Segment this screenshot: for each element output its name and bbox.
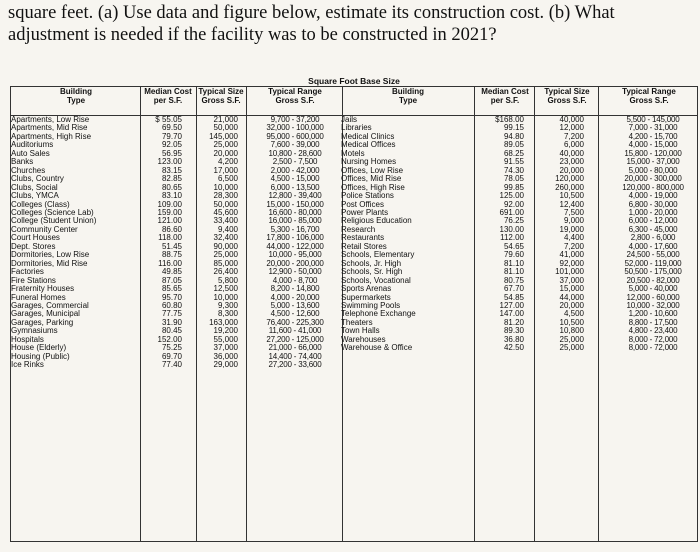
building-type-cell: Motels bbox=[341, 149, 365, 158]
median-cost-cell: 54.65 bbox=[503, 242, 524, 251]
typical-range-cell: 1,000 - 20,000 bbox=[628, 208, 678, 217]
typical-range-cell: 52,000 - 119,000 bbox=[624, 259, 682, 268]
typical-range-cell: 5,500 - 145,000 bbox=[626, 116, 680, 124]
building-type-cell: Schools, Jr. High bbox=[341, 259, 402, 268]
building-type-cell: Dormitories, Mid Rise bbox=[11, 259, 88, 268]
typical-range-cell: 15,000 - 150,000 bbox=[266, 200, 324, 209]
typical-range-cell: 4,000 - 19,000 bbox=[628, 192, 678, 201]
typical-size-cell: 25,000 bbox=[213, 251, 238, 260]
typical-range-cell: 8,800 - 17,500 bbox=[628, 318, 678, 327]
table-row bbox=[10, 285, 698, 293]
typical-range-cell: 10,800 - 28,600 bbox=[268, 149, 322, 158]
typical-size-cell: 10,500 bbox=[559, 318, 584, 327]
typical-range-cell: 16,000 - 85,000 bbox=[268, 217, 322, 226]
building-type-cell: Clubs, Country bbox=[11, 175, 64, 184]
median-cost-cell: 67.70 bbox=[503, 285, 524, 294]
typical-range-cell: 5,000 - 40,000 bbox=[628, 285, 678, 294]
typical-range-cell: 16,600 - 80,000 bbox=[268, 208, 322, 217]
header-label: Typical Size Gross S.F. bbox=[198, 87, 244, 105]
typical-range-cell: 7,000 - 31,000 bbox=[628, 124, 678, 133]
typical-range-cell: 15,000 - 37,000 bbox=[626, 158, 680, 167]
table-row bbox=[10, 167, 698, 175]
typical-range-cell: 6,800 - 30,000 bbox=[628, 200, 678, 209]
median-cost-cell: 99.15 bbox=[503, 124, 524, 133]
median-cost-cell: 54.85 bbox=[503, 293, 524, 302]
table-row bbox=[10, 336, 698, 344]
typical-size-cell: 9,400 bbox=[217, 225, 238, 234]
median-cost-cell: 130.00 bbox=[499, 225, 524, 234]
table-row bbox=[10, 319, 698, 327]
median-cost-cell: 36.80 bbox=[503, 335, 524, 344]
table-row bbox=[10, 344, 698, 352]
median-cost-cell: 77.40 bbox=[161, 361, 182, 370]
median-cost-cell: 31.90 bbox=[161, 318, 182, 327]
typical-range-cell: 95,000 - 600,000 bbox=[266, 132, 324, 141]
median-cost-cell: 83.10 bbox=[161, 192, 182, 201]
median-cost-cell: 116.00 bbox=[158, 259, 182, 268]
building-type-cell: Auditoriums bbox=[11, 141, 54, 150]
header-typical-range-right bbox=[600, 88, 698, 105]
typical-size-cell: 25,000 bbox=[559, 335, 584, 344]
typical-size-cell: 44,000 bbox=[559, 293, 584, 302]
typical-range-cell: 10,000 - 95,000 bbox=[268, 251, 322, 260]
typical-range-cell: 50,500 - 175,000 bbox=[624, 268, 682, 277]
building-type-cell: House (Elderly) bbox=[11, 344, 67, 353]
typical-size-cell: 32,400 bbox=[213, 234, 238, 243]
typical-size-cell: 6,000 bbox=[563, 141, 584, 150]
typical-range-cell: 10,000 - 32,000 bbox=[626, 301, 680, 310]
header-label: Median Cost per S.F. bbox=[481, 87, 529, 105]
header-median-cost-left bbox=[140, 88, 196, 105]
typical-range-cell: 6,000 - 13,500 bbox=[270, 183, 320, 192]
median-cost-cell: 109.00 bbox=[157, 200, 182, 209]
square-foot-base-size-table bbox=[10, 76, 698, 542]
table-row bbox=[10, 124, 698, 132]
building-type-cell: Funeral Homes bbox=[11, 293, 66, 302]
median-cost-cell: 79.60 bbox=[503, 251, 524, 260]
typical-range-cell: 20,000 - 300,000 bbox=[624, 175, 682, 184]
median-cost-cell: 77.75 bbox=[161, 310, 182, 319]
building-type-cell: Warehouses bbox=[341, 335, 386, 344]
median-cost-cell: 87.05 bbox=[161, 276, 182, 285]
typical-size-cell: 21,000 bbox=[213, 116, 238, 124]
typical-size-cell: 25,000 bbox=[213, 141, 238, 150]
building-type-cell: Warehouse & Office bbox=[341, 344, 413, 353]
building-type-cell: Hospitals bbox=[11, 335, 44, 344]
building-type-cell: Theaters bbox=[341, 318, 373, 327]
median-cost-cell: 91.55 bbox=[503, 158, 524, 167]
median-cost-cell: 69.50 bbox=[161, 124, 182, 133]
header-building-type-left bbox=[12, 88, 140, 105]
typical-range-cell: 2,800 - 6,000 bbox=[630, 234, 676, 243]
building-type-cell: Apartments, High Rise bbox=[11, 132, 92, 141]
building-type-cell: Garages, Parking bbox=[11, 318, 74, 327]
typical-size-cell: 6,500 bbox=[217, 175, 238, 184]
median-cost-cell: 112.00 bbox=[500, 234, 524, 243]
building-type-cell: Gymnasiums bbox=[11, 327, 58, 336]
typical-size-cell: 29,000 bbox=[213, 361, 238, 370]
typical-range-cell: 24,500 - 55,000 bbox=[626, 251, 680, 260]
typical-size-cell: 7,200 bbox=[563, 242, 584, 251]
typical-size-cell: 19,000 bbox=[559, 225, 584, 234]
typical-range-cell: 5,000 - 13,600 bbox=[270, 301, 320, 310]
building-type-cell: Apartments, Mid Rise bbox=[11, 124, 88, 133]
building-type-cell: Offices, High Rise bbox=[341, 183, 405, 192]
typical-size-cell: 163,000 bbox=[209, 318, 238, 327]
median-cost-cell: 92.05 bbox=[161, 141, 182, 150]
table-row bbox=[10, 133, 698, 141]
table-body bbox=[10, 116, 698, 370]
header-building-type-right bbox=[342, 88, 474, 105]
building-type-cell: Town Halls bbox=[341, 327, 380, 336]
typical-range-cell: 6,300 - 45,000 bbox=[628, 225, 678, 234]
building-type-cell: Housing (Public) bbox=[11, 352, 70, 361]
building-type-cell: Clubs, YMCA bbox=[11, 192, 59, 201]
typical-size-cell: 20,000 bbox=[559, 166, 584, 175]
building-type-cell: Schools, Sr. High bbox=[341, 268, 403, 277]
median-cost-cell: 76.25 bbox=[503, 217, 524, 226]
typical-range-cell: 8,000 - 72,000 bbox=[628, 335, 678, 344]
median-cost-cell: 75.25 bbox=[161, 344, 182, 353]
header-label: Typical Range Gross S.F. bbox=[622, 87, 676, 105]
typical-range-cell: 4,000 - 15,000 bbox=[628, 141, 678, 150]
typical-size-cell: 10,800 bbox=[559, 327, 584, 336]
building-type-cell: Restaurants bbox=[341, 234, 385, 243]
median-cost-cell: 94.80 bbox=[503, 132, 524, 141]
typical-range-cell: 12,000 - 60,000 bbox=[626, 293, 680, 302]
typical-range-cell: 11,600 - 41,000 bbox=[268, 327, 322, 336]
median-cost-cell: 86.60 bbox=[161, 225, 182, 234]
median-cost-cell: 80.45 bbox=[161, 327, 182, 336]
typical-range-cell: 8,200 - 14,800 bbox=[270, 285, 320, 294]
median-cost-cell: 49.85 bbox=[161, 268, 182, 277]
typical-size-cell: 92,000 bbox=[559, 259, 584, 268]
table-title: Square Foot Base Size bbox=[308, 76, 400, 86]
typical-range-cell: 76,400 - 225,300 bbox=[266, 318, 324, 327]
table-row bbox=[10, 302, 698, 310]
table-row bbox=[10, 192, 698, 200]
median-cost-cell: 121.00 bbox=[157, 217, 182, 226]
building-type-cell: Auto Sales bbox=[11, 149, 50, 158]
building-type-cell: Offices, Mid Rise bbox=[341, 175, 402, 184]
table-row bbox=[10, 243, 698, 251]
typical-range-cell: 20,500 - 82,000 bbox=[626, 276, 680, 285]
typical-range-cell: 7,600 - 39,000 bbox=[270, 141, 320, 150]
typical-range-cell: 5,300 - 16,700 bbox=[270, 225, 320, 234]
question-text: square feet. (a) Use data and figure below, estimate its construction cost. (b) What adjustment is needed if the facility was to be constructed in 2021? bbox=[8, 3, 615, 45]
building-type-cell: Jails bbox=[341, 116, 358, 124]
building-type-cell: Clubs, Social bbox=[11, 183, 58, 192]
median-cost-cell: 89.05 bbox=[503, 141, 524, 150]
median-cost-cell: 82.85 bbox=[161, 175, 182, 184]
median-cost-cell: 68.25 bbox=[503, 149, 524, 158]
median-cost-cell: 74.30 bbox=[503, 166, 524, 175]
building-type-cell: Garages, Commercial bbox=[11, 301, 89, 310]
header-typical-size-right bbox=[536, 88, 598, 105]
table-row bbox=[10, 184, 698, 192]
typical-range-cell: 12,800 - 39,400 bbox=[268, 192, 322, 201]
building-type-cell: Dormitories, Low Rise bbox=[11, 251, 90, 260]
typical-size-cell: 20,000 bbox=[213, 149, 238, 158]
header-label: Typical Size Gross S.F. bbox=[544, 87, 590, 105]
typical-size-cell: 33,400 bbox=[213, 217, 238, 226]
typical-size-cell: 4,400 bbox=[563, 234, 584, 243]
table-row bbox=[10, 226, 698, 234]
building-type-cell: College (Student Union) bbox=[11, 217, 97, 226]
median-cost-cell: 691.00 bbox=[499, 208, 524, 217]
building-type-cell: Retail Stores bbox=[341, 242, 387, 251]
median-cost-cell: 79.70 bbox=[161, 132, 182, 141]
typical-size-cell: 36,000 bbox=[213, 352, 238, 361]
table-row bbox=[10, 251, 698, 259]
building-type-cell: Police Stations bbox=[341, 192, 394, 201]
table-row bbox=[10, 201, 698, 209]
median-cost-cell: 42.50 bbox=[503, 344, 524, 353]
table-row bbox=[10, 116, 698, 124]
building-type-cell: Schools, Elementary bbox=[341, 251, 415, 260]
building-type-cell: Dept. Stores bbox=[11, 242, 56, 251]
typical-size-cell: 85,000 bbox=[213, 259, 238, 268]
header-median-cost-right bbox=[476, 88, 534, 105]
typical-range-cell: 8,000 - 72,000 bbox=[628, 344, 678, 353]
median-cost-cell: $168.00 bbox=[495, 116, 524, 124]
building-type-cell: Post Offices bbox=[341, 200, 384, 209]
typical-range-cell: 120,000 - 800,000 bbox=[622, 183, 684, 192]
building-type-cell: Telephone Exchange bbox=[341, 310, 416, 319]
building-type-cell: Sports Arenas bbox=[341, 285, 392, 294]
median-cost-cell: 159.00 bbox=[157, 208, 182, 217]
building-type-cell: Libraries bbox=[341, 124, 372, 133]
typical-size-cell: 23,000 bbox=[559, 158, 584, 167]
building-type-cell: Colleges (Class) bbox=[11, 200, 70, 209]
table-row bbox=[10, 277, 698, 285]
typical-size-cell: 120,000 bbox=[555, 175, 584, 184]
typical-size-cell: 10,000 bbox=[213, 183, 238, 192]
typical-size-cell: 12,400 bbox=[559, 200, 584, 209]
typical-size-cell: 37,000 bbox=[213, 344, 238, 353]
typical-range-cell: 1,200 - 10,600 bbox=[628, 310, 678, 319]
building-type-cell: Schools, Vocational bbox=[341, 276, 411, 285]
typical-size-cell: 50,000 bbox=[213, 200, 238, 209]
building-type-cell: Factories bbox=[11, 268, 44, 277]
typical-size-cell: 55,000 bbox=[213, 335, 238, 344]
median-cost-cell: 152.00 bbox=[157, 335, 182, 344]
table-row bbox=[10, 260, 698, 268]
table-row bbox=[10, 209, 698, 217]
table-row bbox=[10, 310, 698, 318]
header-typical-range-left bbox=[248, 88, 342, 105]
building-type-cell: Religious Education bbox=[341, 217, 412, 226]
median-cost-cell: 118.00 bbox=[158, 234, 182, 243]
typical-size-cell: 4,200 bbox=[217, 158, 238, 167]
typical-size-cell: 5,800 bbox=[217, 276, 238, 285]
median-cost-cell: 81.10 bbox=[503, 259, 524, 268]
table-row bbox=[10, 353, 698, 361]
building-type-cell: Garages, Municipal bbox=[11, 310, 80, 319]
rule-bottom bbox=[10, 541, 698, 542]
typical-size-cell: 25,000 bbox=[559, 344, 584, 353]
building-type-cell: Nursing Homes bbox=[341, 158, 397, 167]
header-label: Building Type bbox=[392, 87, 424, 105]
median-cost-cell: 125.00 bbox=[499, 192, 524, 201]
typical-size-cell: 17,000 bbox=[213, 166, 238, 175]
typical-size-cell: 40,000 bbox=[559, 116, 584, 124]
median-cost-cell: 85.65 bbox=[161, 285, 182, 294]
rule-top bbox=[10, 86, 698, 87]
typical-range-cell: 4,500 - 12,600 bbox=[270, 310, 320, 319]
table-row bbox=[10, 150, 698, 158]
building-type-cell: Power Plants bbox=[341, 208, 389, 217]
header-label: Building Type bbox=[60, 87, 92, 105]
typical-range-cell: 44,000 - 122,000 bbox=[266, 242, 324, 251]
typical-range-cell: 6,000 - 12,000 bbox=[628, 217, 678, 226]
median-cost-cell: 147.00 bbox=[499, 310, 524, 319]
median-cost-cell: 80.65 bbox=[161, 183, 182, 192]
median-cost-cell: 51.45 bbox=[161, 242, 182, 251]
header-label: Typical Range Gross S.F. bbox=[268, 87, 322, 105]
building-type-cell: Apartments, Low Rise bbox=[11, 116, 90, 124]
median-cost-cell: 127.00 bbox=[499, 301, 524, 310]
typical-size-cell: 101,000 bbox=[555, 268, 584, 277]
typical-size-cell: 41,000 bbox=[559, 251, 584, 260]
building-type-cell: Fraternity Houses bbox=[11, 285, 75, 294]
typical-range-cell: 4,200 - 15,700 bbox=[628, 132, 678, 141]
typical-size-cell: 10,500 bbox=[559, 192, 584, 201]
table-row bbox=[10, 234, 698, 242]
typical-size-cell: 40,000 bbox=[559, 149, 584, 158]
median-cost-cell: 81.10 bbox=[503, 268, 524, 277]
table-row bbox=[10, 217, 698, 225]
median-cost-cell: 92.00 bbox=[503, 200, 524, 209]
median-cost-cell: 88.75 bbox=[161, 251, 182, 260]
typical-size-cell: 19,200 bbox=[213, 327, 238, 336]
typical-size-cell: 28,300 bbox=[213, 192, 238, 201]
table-row bbox=[10, 294, 698, 302]
table-row bbox=[10, 361, 698, 369]
building-type-cell: Research bbox=[341, 225, 376, 234]
typical-size-cell: 45,600 bbox=[213, 208, 238, 217]
median-cost-cell: 95.70 bbox=[161, 293, 182, 302]
building-type-cell: Medical Clinics bbox=[341, 132, 395, 141]
typical-range-cell: 20,000 - 200,000 bbox=[266, 259, 324, 268]
building-type-cell: Churches bbox=[11, 166, 46, 175]
typical-size-cell: 9,000 bbox=[563, 217, 584, 226]
typical-size-cell: 7,200 bbox=[563, 132, 584, 141]
typical-range-cell: 4,800 - 23,400 bbox=[628, 327, 678, 336]
median-cost-cell: 56.95 bbox=[161, 149, 182, 158]
building-type-cell: Court Houses bbox=[11, 234, 60, 243]
building-type-cell: Banks bbox=[11, 158, 34, 167]
median-cost-cell: 69.70 bbox=[161, 352, 182, 361]
typical-size-cell: 145,000 bbox=[209, 132, 238, 141]
table-row bbox=[10, 175, 698, 183]
typical-range-cell: 4,000 - 17,600 bbox=[628, 242, 678, 251]
typical-size-cell: 12,000 bbox=[559, 124, 584, 133]
building-type-cell: Offices, Low Rise bbox=[341, 166, 404, 175]
table-row bbox=[10, 327, 698, 335]
median-cost-cell: 81.20 bbox=[503, 318, 524, 327]
typical-size-cell: 37,000 bbox=[559, 276, 584, 285]
building-type-cell: Ice Rinks bbox=[11, 361, 44, 370]
typical-size-cell: 90,000 bbox=[213, 242, 238, 251]
building-type-cell: Colleges (Science Lab) bbox=[11, 208, 94, 217]
median-cost-cell: 123.00 bbox=[157, 158, 182, 167]
median-cost-cell: 89.30 bbox=[503, 327, 524, 336]
typical-size-cell: 15,000 bbox=[559, 285, 584, 294]
typical-range-cell: 2,500 - 7,500 bbox=[272, 158, 318, 167]
typical-size-cell: 7,500 bbox=[563, 208, 584, 217]
median-cost-cell: 83.15 bbox=[161, 166, 182, 175]
header-label: Median Cost per S.F. bbox=[144, 87, 192, 105]
typical-range-cell: 27,200 - 125,000 bbox=[266, 335, 324, 344]
building-type-cell: Fire Stations bbox=[11, 276, 56, 285]
building-type-cell: Medical Offices bbox=[341, 141, 396, 150]
table-row bbox=[10, 158, 698, 166]
typical-size-cell: 4,500 bbox=[563, 310, 584, 319]
typical-size-cell: 20,000 bbox=[559, 301, 584, 310]
median-cost-cell: 99.85 bbox=[503, 183, 524, 192]
typical-range-cell: 12,900 - 50,000 bbox=[268, 268, 322, 277]
typical-range-cell: 14,400 - 74,400 bbox=[268, 352, 322, 361]
typical-range-cell: 27,200 - 33,600 bbox=[268, 361, 322, 370]
median-cost-cell: 78.05 bbox=[503, 175, 524, 184]
typical-size-cell: 50,000 bbox=[213, 124, 238, 133]
typical-size-cell: 260,000 bbox=[555, 183, 584, 192]
typical-range-cell: 4,000 - 8,700 bbox=[272, 276, 318, 285]
typical-size-cell: 9,300 bbox=[217, 301, 238, 310]
typical-size-cell: 8,300 bbox=[217, 310, 238, 319]
typical-range-cell: 2,000 - 42,000 bbox=[270, 166, 320, 175]
median-cost-cell: 60.80 bbox=[161, 301, 182, 310]
typical-range-cell: 21,000 - 66,000 bbox=[268, 344, 322, 353]
building-type-cell: Supermarkets bbox=[341, 293, 391, 302]
median-cost-cell: 80.75 bbox=[503, 276, 524, 285]
typical-range-cell: 32,000 - 100,000 bbox=[266, 124, 324, 133]
table-row bbox=[10, 141, 698, 149]
typical-size-cell: 10,000 bbox=[213, 293, 238, 302]
typical-size-cell: 12,500 bbox=[213, 285, 238, 294]
typical-range-cell: 4,500 - 15,000 bbox=[270, 175, 320, 184]
typical-range-cell: 5,000 - 80,000 bbox=[628, 166, 678, 175]
table-row bbox=[10, 268, 698, 276]
typical-range-cell: 15,800 - 120,000 bbox=[624, 149, 682, 158]
median-cost-cell: $ 55.05 bbox=[155, 116, 182, 124]
header-typical-size-left bbox=[196, 88, 246, 105]
building-type-cell: Community Center bbox=[11, 225, 78, 234]
typical-range-cell: 9,700 - 37,200 bbox=[270, 116, 320, 124]
building-type-cell: Swimming Pools bbox=[341, 301, 401, 310]
typical-range-cell: 17,800 - 106,000 bbox=[266, 234, 324, 243]
typical-size-cell: 26,400 bbox=[213, 268, 238, 277]
typical-range-cell: 4,000 - 20,000 bbox=[270, 293, 320, 302]
